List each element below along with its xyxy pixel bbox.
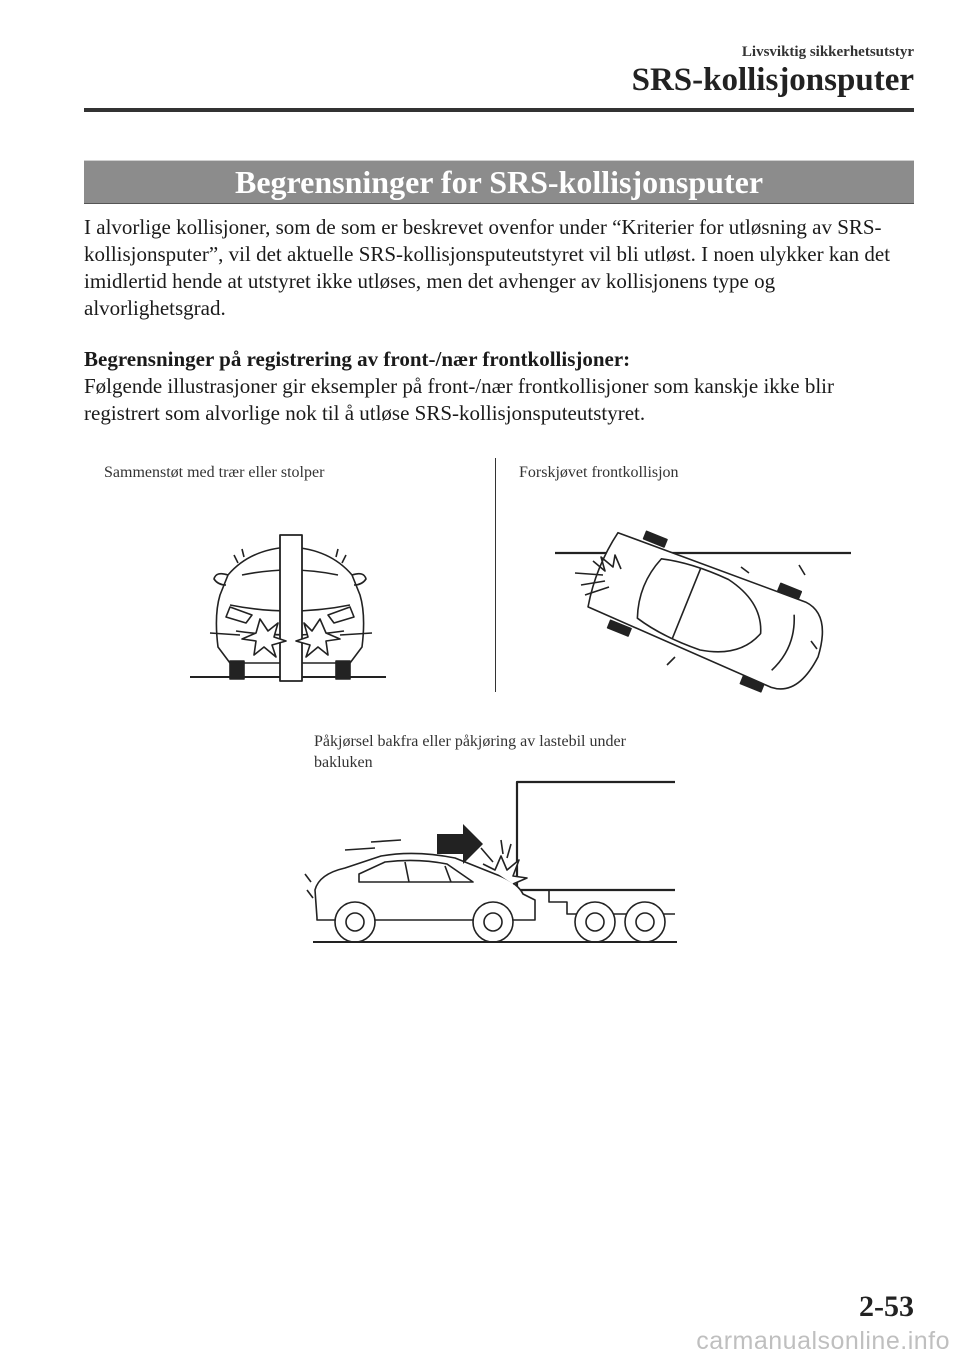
truck-underride-illustration: [305, 778, 685, 948]
section-banner: [84, 160, 914, 204]
caption-offset-collision: Forskjøvet frontkollisjon: [519, 464, 679, 481]
header-rule: [84, 108, 914, 112]
caption-pole-collision: Sammenstøt med trær eller stolper: [104, 464, 325, 481]
section-title: SRS-kollisjonsputer: [631, 62, 914, 98]
pole-collision-illustration: [190, 535, 390, 685]
page-number: 2-53: [859, 1290, 914, 1323]
caption-truck-underride: Påkjørsel bakfra eller påkjøring av lastebil under bakluken: [314, 733, 626, 771]
illustration-divider: [495, 458, 496, 692]
description-paragraph: Følgende illustrasjoner gir eksempler på front-/nær frontkollisjoner som kanskje ikke blir registrert som alvorlige nok til å utløse SRS-kollisjonsputeutstyret.: [84, 374, 835, 425]
chapter-title: Livsviktig sikkerhetsutstyr: [741, 44, 914, 60]
subheading: Begrensninger på registrering av front-/nær frontkollisjoner:: [84, 347, 631, 371]
intro-paragraph: I alvorlige kollisjoner, som de som er beskrevet ovenfor under “Kriterier for utløsning av SRS-kollisjonsputer”, vil det aktuelle SRS-kollisjonsputeutstyret vil bli utløst. I noen ulykker kan det imidlertid hende at utstyret ikke utløses, men det avhenger av kollisjonens type og alvorlighetsgrad.: [84, 215, 891, 320]
banner-title: Begrensninger for SRS-kollisjonsputer: [234, 163, 764, 200]
watermark: carmanualsonline.info: [696, 1327, 950, 1355]
offset-collision-illustration: [555, 545, 855, 675]
